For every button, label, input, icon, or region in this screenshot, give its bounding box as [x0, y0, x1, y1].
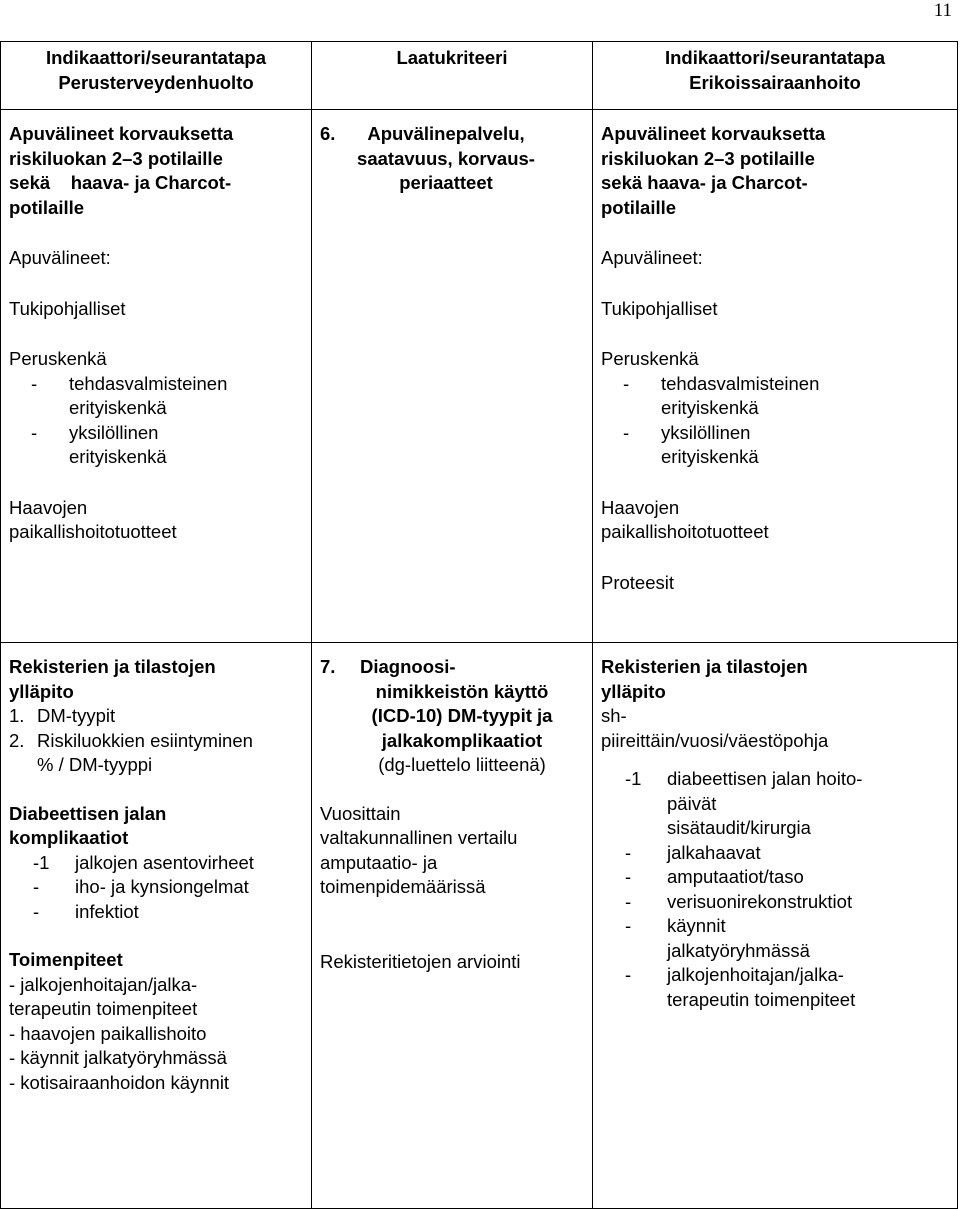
- text-line: Vuosittain: [320, 802, 401, 824]
- heading-line: ylläpito: [9, 680, 74, 702]
- heading-line: Diabeettisen jalan: [9, 802, 167, 824]
- list-item-text: erityiskenkä: [69, 446, 167, 467]
- list-item: - jalkojenhoitajan/jalka-: [9, 973, 198, 995]
- list-item: [9, 900, 303, 925]
- list-item-text: infektiot: [75, 900, 139, 922]
- criterion-number: 7.: [320, 656, 336, 677]
- header-quality-criterion: [312, 42, 593, 110]
- dash: -1: [33, 851, 50, 873]
- list-item-text: jalkatyöryhmässä: [667, 939, 810, 961]
- dash: -: [625, 841, 632, 863]
- header-col3-line2: Erikoissairaanhoito: [689, 71, 861, 93]
- header-primary-care: [1, 42, 312, 110]
- heading-line: riskiluokan 2–3 potilaille: [9, 147, 223, 169]
- indicator-table: [0, 41, 958, 1209]
- dash: -: [625, 964, 632, 985]
- heading-line: sekä haava- ja Charcot-: [601, 172, 808, 193]
- table-row: [1, 110, 958, 643]
- text-line: toimenpidemäärissä: [320, 876, 486, 897]
- heading-line: riskiluokan 2–3 potilaille: [601, 147, 815, 169]
- header-col2-line1: Laatukriteeri: [396, 47, 508, 68]
- registry-evaluation: Rekisteritietojen arviointi: [320, 950, 521, 972]
- list-item: - haavojen paikallishoito: [9, 1022, 207, 1044]
- list-item-text: sisätaudit/kirurgia: [667, 817, 811, 838]
- header-col1-line1: Indikaattori/seurantatapa: [45, 47, 266, 68]
- list-item-text: verisuonirekonstruktiot: [667, 890, 853, 912]
- dash: -: [623, 372, 630, 394]
- heading-line: Apuvälineet korvauksetta: [9, 123, 234, 144]
- list-item: [601, 890, 949, 915]
- procedures-list: [9, 973, 303, 1096]
- heading-line: Rekisterien ja tilastojen: [601, 656, 808, 677]
- list-item: - käynnit jalkatyöryhmässä: [9, 1047, 227, 1068]
- heading-line: Rekisterien ja tilastojen: [9, 656, 216, 677]
- heading-line: komplikaatiot: [9, 827, 129, 848]
- list-item: [601, 865, 949, 890]
- aids-heading: [9, 122, 303, 220]
- heading-line: potilaille: [601, 196, 677, 218]
- row2-col1: [1, 643, 312, 1209]
- basic-shoe-title: Peruskenkä: [9, 348, 107, 369]
- text-line: valtakunnallinen vertailu: [320, 827, 518, 848]
- criterion-7: [320, 655, 584, 778]
- basic-shoe-title: Peruskenkä: [601, 348, 699, 369]
- criterion-line: (ICD-10) DM-tyypit ja: [371, 705, 553, 726]
- list-number: 1.: [9, 705, 25, 726]
- wound-care-line: paikallishoitotuotteet: [601, 521, 769, 542]
- list-item: [601, 421, 949, 470]
- criterion-line: saatavuus, korvaus-: [357, 147, 535, 169]
- list-item-text: käynnit: [667, 915, 726, 936]
- list-item: [9, 704, 303, 729]
- list-item-text: amputaatiot/taso: [667, 866, 804, 887]
- list-item: - kotisairaanhoidon käynnit: [9, 1071, 230, 1093]
- criterion-text: [346, 655, 578, 778]
- list-item-text: terapeutin toimenpiteet: [667, 988, 856, 1010]
- procedures-heading: Toimenpiteet: [9, 949, 123, 970]
- criterion-line: nimikkeistön käyttö: [375, 680, 549, 702]
- insoles-label: Tukipohjalliset: [601, 297, 718, 319]
- list-number: 2.: [9, 729, 25, 751]
- list-item: [601, 767, 949, 841]
- list-item-text: tehdasvalmisteinen: [69, 372, 228, 394]
- aids-label: Apuvälineet:: [601, 247, 703, 268]
- wound-care-label: [9, 496, 303, 545]
- text-line: sh-: [601, 705, 627, 726]
- dash: -: [625, 866, 632, 887]
- list-item-text: erityiskenkä: [69, 397, 167, 418]
- list-item-text: % / DM-tyyppi: [37, 754, 153, 775]
- list-item-text: päivät: [667, 792, 717, 814]
- list-item-text: yksilöllinen: [661, 421, 751, 443]
- list-item-text: tehdasvalmisteinen: [661, 372, 820, 394]
- registry-heading: [9, 655, 303, 704]
- list-item: [601, 372, 949, 421]
- wound-care-line: Haavojen: [601, 496, 680, 518]
- table-header-row: [1, 42, 958, 110]
- list-item: [601, 914, 949, 963]
- list-item-text: diabeettisen jalan hoito-: [667, 768, 863, 789]
- list-item: [9, 421, 303, 470]
- list-item: [9, 372, 303, 421]
- insoles-label: Tukipohjalliset: [9, 297, 126, 319]
- aids-label: Apuvälineet:: [9, 247, 111, 268]
- aids-heading: [601, 122, 949, 220]
- dash: -: [33, 876, 40, 897]
- list-item: [9, 729, 303, 778]
- prostheses-label: Proteesit: [601, 571, 675, 593]
- header-col1-line2: Perusterveydenhuolto: [58, 71, 254, 93]
- list-item-text: yksilöllinen: [69, 421, 159, 443]
- list-item: [9, 851, 303, 876]
- dash: -: [31, 372, 38, 394]
- text-line: amputaatio- ja: [320, 851, 438, 873]
- heading-line: ylläpito: [601, 680, 666, 702]
- criterion-6: [320, 122, 584, 196]
- criterion-line: (dg-luettelo liitteenä): [378, 754, 546, 775]
- diabetic-foot-heading: [9, 802, 303, 851]
- criterion-line: periaatteet: [399, 172, 493, 193]
- page-number: 11: [933, 0, 952, 21]
- row1-col3: [593, 110, 958, 643]
- registry-heading: [601, 655, 949, 704]
- list-item-text: DM-tyypit: [37, 705, 116, 726]
- criterion-text: [346, 122, 546, 196]
- list-item-text: erityiskenkä: [661, 397, 759, 418]
- registry-items: [601, 767, 949, 1012]
- text-line: piireittäin/vuosi/väestöpohja: [601, 729, 829, 751]
- row1-col1: [1, 110, 312, 643]
- list-item-text: iho- ja kynsiongelmat: [75, 876, 249, 897]
- annual-comparison: [320, 802, 584, 900]
- list-item-text: erityiskenkä: [661, 446, 759, 467]
- list-item-text: jalkahaavat: [667, 841, 761, 863]
- list-item-text: Riskiluokkien esiintyminen: [37, 729, 253, 751]
- row2-col3: [593, 643, 958, 1209]
- dash: -: [623, 421, 630, 443]
- list-item: [601, 963, 949, 1012]
- dash: -1: [625, 768, 642, 789]
- list-item: [9, 875, 303, 900]
- basic-shoe-label: [601, 347, 949, 470]
- dash: -: [625, 890, 632, 912]
- list-item-text: jalkojenhoitajan/jalka-: [667, 964, 844, 985]
- header-specialist-care: [593, 42, 958, 110]
- list-item-text: jalkojen asentovirheet: [75, 851, 254, 873]
- header-col3-line1: Indikaattori/seurantatapa: [664, 47, 885, 68]
- table-row: [1, 643, 958, 1209]
- criterion-number: 6.: [320, 123, 336, 144]
- criterion-line: Apuvälinepalvelu,: [367, 123, 525, 144]
- hospital-district-line: [601, 704, 949, 753]
- wound-care-line: paikallishoitotuotteet: [9, 521, 177, 542]
- criterion-line: Diagnoosi-: [360, 656, 456, 677]
- dash: -: [625, 915, 632, 936]
- heading-line: potilaille: [9, 196, 85, 218]
- criterion-line: jalkakomplikaatiot: [381, 729, 543, 751]
- wound-care-line: Haavojen: [9, 496, 88, 518]
- basic-shoe-label: [9, 347, 303, 470]
- row1-col2: [312, 110, 593, 643]
- dash: -: [31, 421, 38, 443]
- row2-col2: [312, 643, 593, 1209]
- list-item: terapeutin toimenpiteet: [9, 998, 198, 1019]
- list-item: [601, 841, 949, 866]
- dash: -: [33, 900, 40, 922]
- heading-line: sekä haava- ja Charcot-: [9, 172, 232, 193]
- heading-line: Apuvälineet korvauksetta: [601, 123, 826, 144]
- wound-care-label: [601, 496, 949, 545]
